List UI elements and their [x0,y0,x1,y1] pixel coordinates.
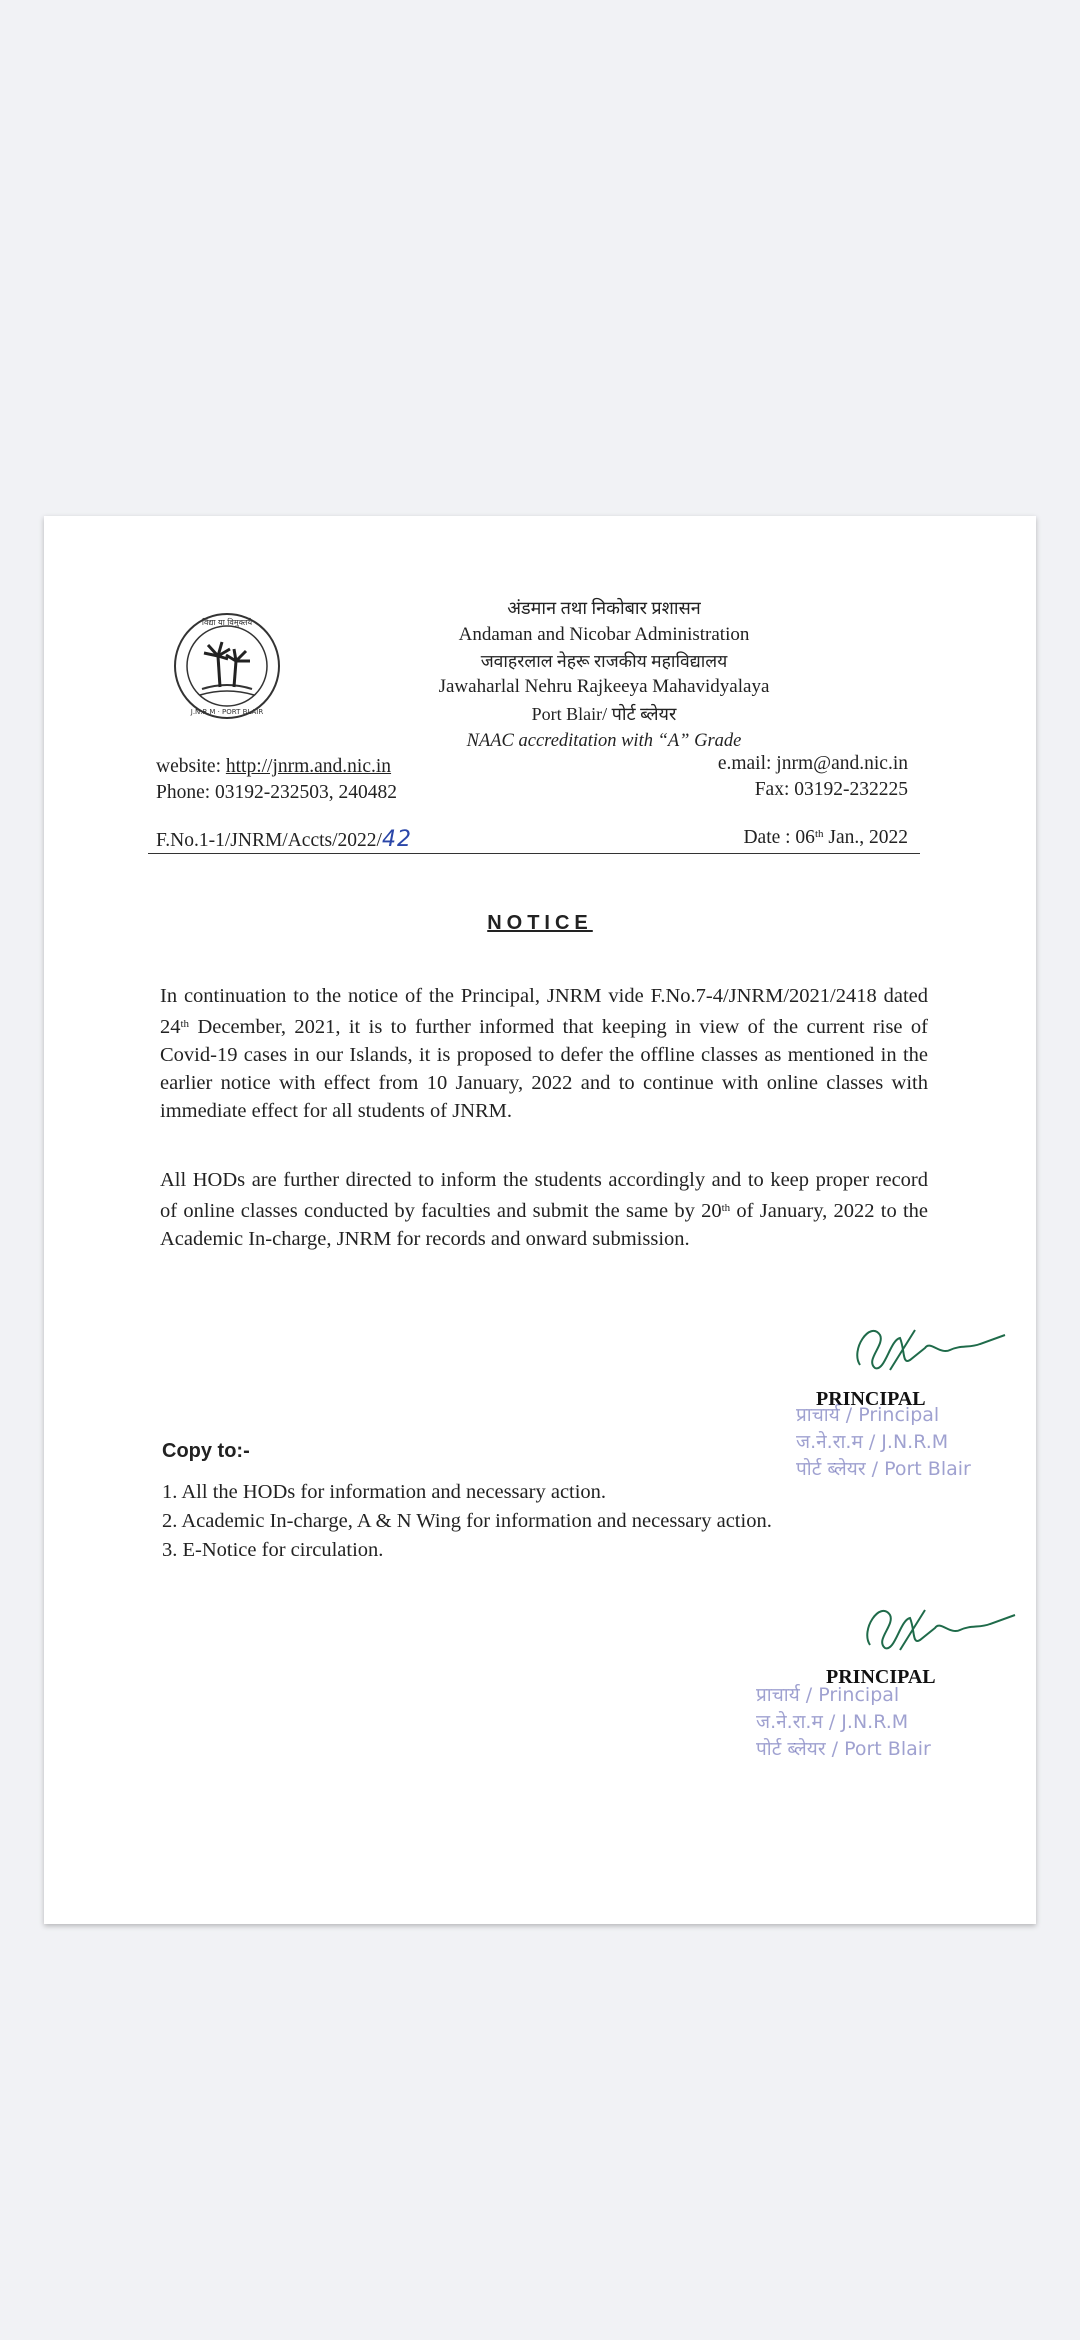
website-line [156,756,391,778]
header-divider [148,853,920,854]
website-label: website: [156,756,221,777]
para2-sup: th [721,1202,731,1214]
principal-signature-1 [830,1310,1020,1380]
notice-title: NOTICE [487,912,593,934]
date-prefix: Date : 06 [743,827,815,848]
principal-stamp-2 [756,1682,931,1763]
copy-to-list [162,1478,772,1565]
principal-title-2: PRINCIPAL [826,1666,936,1688]
stamp-line-1: प्राचार्य / Principal [796,1404,940,1426]
file-number [156,827,412,852]
phone-line: Phone: 03192-232503, 240482 [156,782,398,803]
stamp-line-3: पोर्ट ब्लेयर / Port Blair [756,1738,931,1760]
stamp-line-1: प्राचार्य / Principal [756,1684,900,1706]
college-name-english: Jawaharlal Nehru Rajkeeya Mahavidyalaya [438,676,770,697]
notice-date [743,827,908,849]
principal-title-1: PRINCIPAL [816,1388,926,1410]
college-name-hindi: जवाहरलाल नेहरू राजकीय महाविद्यालय [480,651,728,671]
college-seal-logo [172,611,282,721]
copy-to-item: 1. All the HODs for information and necessary action. [162,1481,607,1503]
para1-part-a: In continuation to the notice of the Principal, JNRM vide F.No.7-4/JNRM/2021/2418 dated 24 [160,985,928,1038]
svg-text:J.N.R.M · PORT BLAIR: J.N.R.M · PORT BLAIR [190,708,264,716]
college-location: Port Blair/ पोर्ट ब्लेयर [531,704,677,724]
admin-name-hindi: अंडमान तथा निकोबार प्रशासन [507,598,701,618]
copy-to-heading: Copy to:- [162,1440,250,1462]
file-number-handwritten: 42 [381,827,412,852]
accreditation-line: NAAC accreditation with “A” Grade [466,731,742,751]
para2-part-a: All HODs are further directed to inform the students accordingly and to keep proper record of online classes conducted by faculties and submit the same by 20 [160,1169,928,1222]
para2-part-b: of January, 2022 to the Academic In-charge, JNRM for records and onward submission. [160,1200,928,1250]
website-link[interactable]: http://jnrm.and.nic.in [225,756,392,777]
stamp-line-2: ज.ने.रा.म / J.N.R.M [796,1431,949,1453]
principal-stamp-1 [796,1402,971,1483]
para1-part-b: December, 2021, it is to further informed that keeping in view of the current rise of Covid-19 cases in our Islands, it is proposed to defer the offline classes as mentioned in the earlier notice with effect from 10 January, 2022 and to continue with online classes with immediate effect for all students of JNRM. [160,1016,928,1122]
svg-text:विद्या या विमुक्तये: विद्या या विमुक्तये [201,618,253,627]
notice-paragraph-2 [160,1166,928,1253]
file-number-text: F.No.1-1/JNRM/Accts/2022/ [156,830,382,851]
notice-paragraph-1 [160,982,928,1125]
admin-name-english: Andaman and Nicobar Administration [458,624,750,645]
fax-line: Fax: 03192-232225 [754,779,908,800]
principal-signature-2 [840,1590,1030,1660]
date-sup: th [814,828,824,840]
copy-to-item: 3. E-Notice for circulation. [162,1539,384,1561]
email-line: e.mail: jnrm@and.nic.in [717,753,908,774]
para1-sup: th [180,1018,190,1030]
copy-to-item: 2. Academic In-charge, A & N Wing for information and necessary action. [162,1510,772,1532]
date-suffix: Jan., 2022 [823,827,908,848]
stamp-line-2: ज.ने.रा.म / J.N.R.M [756,1711,909,1733]
stamp-line-3: पोर्ट ब्लेयर / Port Blair [796,1458,971,1480]
notice-document [44,516,1036,1924]
